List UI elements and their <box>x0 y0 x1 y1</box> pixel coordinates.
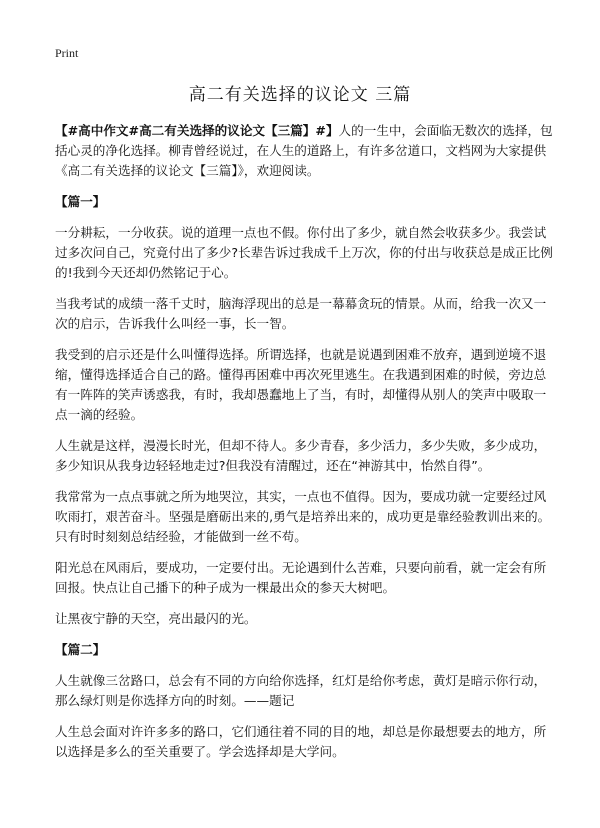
section-1-paragraph: 人生就是这样，漫漫长时光，但却不待人。多少青春，多少活力，多少失败，多少成功，多少知识从我身边轻轻地走过?但我没有清醒过，还在“神游其中，怡然自得”。 <box>55 438 547 473</box>
section-1-paragraph: 我受到的启示还是什么叫懂得选择。所谓选择，也就是说遇到困难不放弃，遇到逆境不退缩，懂得选择适合自己的路。懂得再困难中再次死里逃生。在我遇到困难的时候，旁边总有一阵阵的笑声诱惑我，有时，我却愚蠢地上了当，有时，却懂得从别人的笑声中吸取一点一滴的经验。 <box>55 347 547 422</box>
document-title: 高二有关选择的议论文 三篇 <box>188 85 412 105</box>
section-2-paragraph: 人生总会面对许许多多的路口，它们通往着不同的目的地，却总是你最想要去的地方，所以选择是多么的至关重要了。学会选择却是大学问。 <box>55 724 547 759</box>
intro-text: 人的一生中，会面临无数次的选择，包括心灵的净化选择。柳青曾经说过，在人生的道路上，有许多岔道口，文档网为大家提供《高二有关选择的议论文【三篇】》，欢迎阅读。 <box>55 123 553 178</box>
section-1-paragraph: 让黑夜宁静的天空，亮出最闪的光。 <box>55 611 257 626</box>
intro-tag: 【#高中作文#高二有关选择的议论文【三篇】#】 <box>55 123 339 138</box>
section-2-paragraph: 人生就像三岔路口，总会有不同的方向给你选择，红灯是给你考虑，黄灯是暗示你行动，那么绿灯则是你选择方向的时刻。——题记 <box>55 673 547 708</box>
section-1-paragraph: 我常常为一点点事就之所为地哭泣，其实，一点也不值得。因为，要成功就一定要经过风吹雨打，艰苦奋斗。坚强是磨砺出来的,勇气是培养出来的，成功更是靠经验教训出来的。只有时时刻刻总结经验，才能做到一丝不苟。 <box>55 489 551 544</box>
document-body <box>55 121 553 773</box>
section-1-paragraph: 阳光总在风雨后，要成功，一定要付出。无论遇到什么苦难，只要向前看，就一定会有所回报。快点让自己播下的种子成为一棵最出众的参天大树吧。 <box>55 560 547 595</box>
intro-paragraph <box>55 121 553 181</box>
section-heading-1: 【篇一】 <box>55 194 106 209</box>
section-1-paragraph: 当我考试的成绩一落千丈时，脑海浮现出的总是一幕幕贪玩的情景。从而，给我一次又一次的启示，告诉我什么叫经一事，长一智。 <box>55 296 547 331</box>
section-1-paragraph: 一分耕耘，一分收获。说的道理一点也不假。你付出了多少，就自然会收获多少。我尝试过多次问自己，究竟付出了多少?长辈告诉过我成千上万次，你的付出与收获总是成正比例的!我到今天还却仍然铭记于心。 <box>55 225 553 280</box>
section-heading-2: 【篇二】 <box>55 642 106 657</box>
print-link[interactable]: Print <box>55 46 79 60</box>
